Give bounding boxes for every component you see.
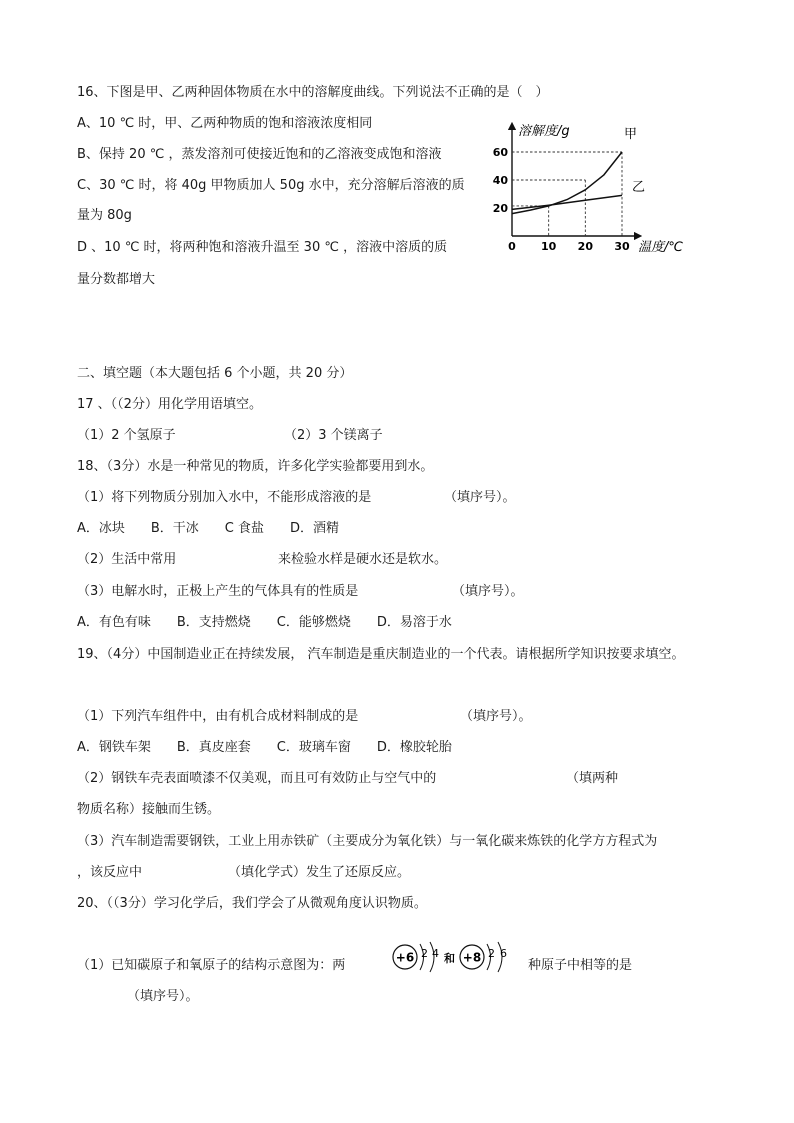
x-tick-label-0: 0 <box>508 240 516 253</box>
series-line-0 <box>512 152 622 214</box>
series-label-jia: 甲 <box>624 127 638 142</box>
q17-stem: 17 、（（2分）用化学用语填空。 <box>77 397 262 412</box>
q19-part1-options: A．钢铁车架 B．真皮座套 C．玻璃车窗 D．橡胶轮胎 <box>77 740 452 755</box>
oxygen-shell-2-electrons: 6 <box>500 947 507 960</box>
q18-part3: （3）电解水时，正极上产生的气体具有的性质是 <box>77 584 359 599</box>
q16-stem: 16、下图是甲、乙两种固体物质在水中的溶解度曲线。下列说法不正确的是（ ） <box>77 85 549 100</box>
q18-part3-tail: （填序号）。 <box>452 584 524 599</box>
q18-part2: （2）生活中常用 <box>77 552 177 567</box>
and-label: 和 <box>444 952 455 965</box>
q19-part1-tail: （填序号）。 <box>460 709 532 724</box>
q20-part1: （1）已知碳原子和氧原子的结构示意图为：两 <box>77 958 346 973</box>
carbon-shell-1-electrons: 2 <box>421 947 428 960</box>
q18-part3-options: A．有色有味 B．支持燃烧 C．能够燃烧 D．易溶于水 <box>77 615 452 630</box>
q16-option-b: B、保持 20 ℃ ，蒸发溶剂可使接近饱和的乙溶液变成饱和溶液 <box>77 147 442 162</box>
q19-part2-tail: （填两种 <box>566 771 619 786</box>
q18-part1-tail: （填序号）。 <box>444 490 516 505</box>
carbon-shell-2-electrons: 4 <box>432 947 439 960</box>
q16-option-a: A、10 ℃ 时，甲、乙两种物质的饱和溶液浓度相同 <box>77 116 373 131</box>
q19-stem: 19、（4分）中国制造业正在持续发展， 汽车制造是重庆制造业的一个代表。请根据所学知识按要求填空。 <box>77 647 685 662</box>
q16-option-d-cont: 量分数都增大 <box>77 272 156 287</box>
y-tick-label-2: 60 <box>492 146 508 159</box>
q18-part1-options: A．冰块 B．干冰 C 食盐 D．酒精 <box>77 521 340 536</box>
x-tick-label-1: 10 <box>541 240 557 253</box>
q18-part1: （1）将下列物质分别加入水中，不能形成溶液的是 <box>77 490 372 505</box>
q19-part1: （1）下列汽车组件中，由有机合成材料制成的是 <box>77 709 359 724</box>
carbon-nucleus-charge: +6 <box>395 950 415 965</box>
q20-stem: 20、（（3分）学习化学后，我们学会了从微观角度认识物质。 <box>77 896 427 911</box>
q19-part2-cont: 物质名称）接触而生锈。 <box>77 802 221 817</box>
y-tick-label-1: 40 <box>492 174 508 187</box>
x-tick-label-3: 30 <box>614 240 630 253</box>
q18-part2-tail: 来检验水样是硬水还是软水。 <box>278 552 448 567</box>
q20-part1-cont: （填序号）。 <box>127 989 199 1004</box>
oxygen-nucleus-charge: +8 <box>462 950 482 965</box>
q19-part3: （3）汽车制造需要钢铁，工业上用赤铁矿（主要成分为氧化铁）与一氧化碳来炼铁的化学方方程式为 <box>77 834 658 849</box>
y-axis-label: 溶解度/g <box>518 124 570 139</box>
solubility-chart <box>488 118 688 260</box>
oxygen-shell-1-electrons: 2 <box>488 947 495 960</box>
series-line-1 <box>512 195 622 209</box>
q19-part3-cont1: ，该反应中 <box>77 865 143 880</box>
q16-option-d: D 、10 ℃ 时，将两种饱和溶液升温至 30 ℃ ，溶液中溶质的质 <box>77 240 448 255</box>
x-axis-label: 温度/℃ <box>638 240 683 255</box>
q18-stem: 18、（3分）水是一种常见的物质，许多化学实验都要用到水。 <box>77 459 434 474</box>
y-tick-label-0: 20 <box>492 202 508 215</box>
x-tick-label-2: 20 <box>577 240 593 253</box>
q19-part3-cont2: （填化学式）发生了还原反应。 <box>228 865 411 880</box>
q19-part2: （2）钢铁车壳表面喷漆不仅美观，而且可有效防止与空气中的 <box>77 771 437 786</box>
q17-part2: （2）3 个镁离子 <box>284 428 383 443</box>
q16-option-c: C、30 ℃ 时，将 40g 甲物质加人 50g 水中，充分溶解后溶液的质 <box>77 178 465 193</box>
section-title: 二、填空题（本大题包括 6 个小题，共 20 分） <box>77 366 353 381</box>
atom-structure-diagrams <box>386 940 520 974</box>
q17-part1: （1）2 个氢原子 <box>77 428 176 443</box>
q16-option-c-cont: 量为 80g <box>77 208 132 223</box>
series-label-yi: 乙 <box>632 180 646 195</box>
q20-part1-tail: 种原子中相等的是 <box>528 958 633 973</box>
